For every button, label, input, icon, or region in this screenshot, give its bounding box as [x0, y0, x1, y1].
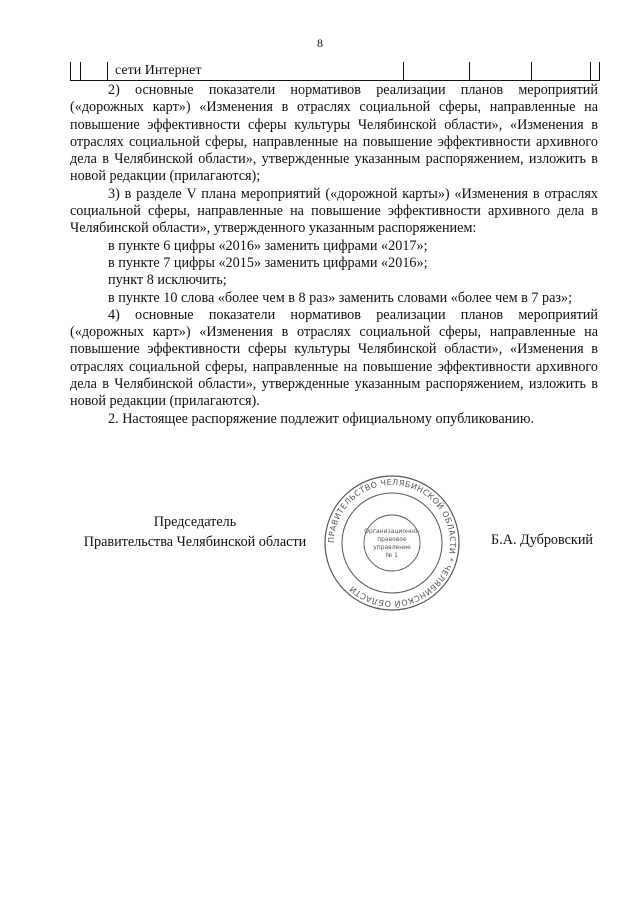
paragraph: 2) основные показатели нормативов реализации планов мероприятий («дорожных карт») «Изменения в отраслях социальной сферы, направленные на повышение эффективности сферы культуры Челябинской области», «Изменения в отраслях социальной сферы, направленные на повышение эффективности архивного дела в Челябинской области», утвержденные указанным распоряжением, изложить в новой редакции (прилагаются); [70, 82, 598, 185]
table-cell-divider [107, 62, 108, 80]
seal-inner-text: Организационно- [364, 528, 420, 535]
table-cell-divider [590, 62, 591, 80]
paragraph: в пункте 7 цифры «2015» заменить цифрами «2016»; [108, 254, 428, 271]
page-number: 8 [317, 36, 323, 50]
table-cell-divider [531, 62, 532, 80]
paragraph: пункт 8 исключить; [108, 272, 227, 289]
table-cell-divider [403, 62, 404, 80]
signature-title-line: Председатель [153, 514, 237, 530]
signature-title [70, 512, 320, 552]
paragraph: в пункте 6 цифры «2016» заменить цифрами «2017»; [108, 237, 428, 254]
paragraph: 4) основные показатели нормативов реализации планов мероприятий («дорожных карт») «Изменения в отраслях социальной сферы, направленные на повышение эффективности сферы культуры Челябинской области», «Изменения в отраслях социальной сферы, направленные на повышение эффективности архивного дела в Челябинской области», утвержденные указанным распоряжением, изложить в новой редакции (прилагаются). [70, 306, 598, 410]
signature-title-line: Правительства Челябинской области [83, 534, 307, 550]
document-body [70, 82, 598, 428]
seal-outer-text: ПРАВИТЕЛЬСТВО ЧЕЛЯБИНСКОЙ ОБЛАСТИ * ЧЕЛЯБИНСКОЙ ОБЛАСТИ [326, 477, 458, 609]
paragraph: 2. Настоящее распоряжение подлежит официальному опубликованию. [108, 410, 535, 427]
seal-inner-text: правовое [377, 536, 407, 543]
official-seal [322, 473, 462, 613]
table-cell-divider [80, 62, 81, 80]
paragraph: в пункте 10 слова «более чем в 8 раз» заменить словами «более чем в 7 раз»; [108, 289, 573, 306]
paragraph: 3) в разделе V плана мероприятий («дорожной карты») «Изменения в отраслях социальной сферы, направленные на повышение эффективности архивного дела в Челябинской области», утвержденного указанным распоряжением: [70, 185, 598, 237]
seal-inner-text: № 1 [386, 552, 398, 559]
signatory-name: Б.А. Дубровский [491, 532, 594, 548]
table-fragment [70, 62, 600, 81]
seal-inner-text: управление [373, 544, 411, 551]
table-cell-divider [469, 62, 470, 80]
table-cell-text: сети Интернет [115, 63, 202, 78]
